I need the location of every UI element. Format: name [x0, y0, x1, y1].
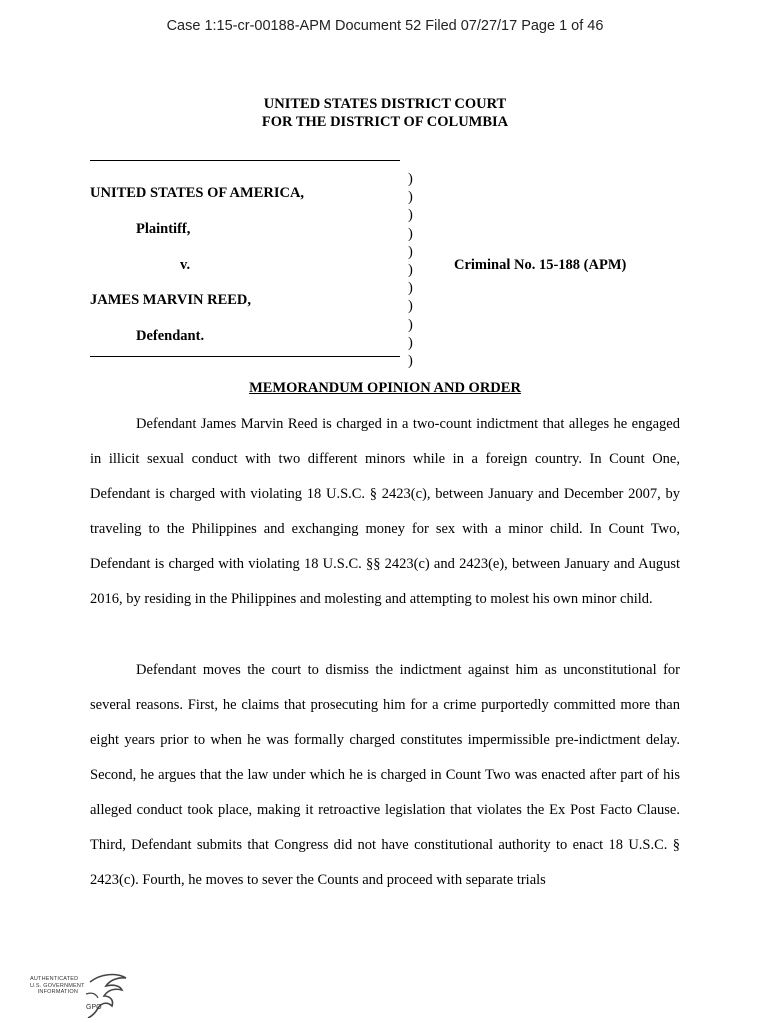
caption-top-rule: [90, 160, 400, 161]
gpo-mark: GPO: [86, 1004, 102, 1011]
paragraph-1: Defendant James Marvin Reed is charged in a two-count indictment that alleges he engaged in illicit sexual conduct with two different minors while in a foreign country. In Count One, Defendant is charged with violating 18 U.S.C. § 2423(c), between January and December 2007, by traveling to the Philippines and exchanging money for sex with a minor child. In Count Two, Defendant is charged with violating 18 U.S.C. §§ 2423(c) and 2423(e), between January and August 2016, by residing in the Philippines and molesting and attempting to molest his own minor child.: [90, 416, 680, 607]
court-heading: [0, 95, 770, 131]
court-district: FOR THE DISTRICT OF COLUMBIA: [261, 114, 509, 130]
gpo-authentication-seal: [30, 968, 130, 1018]
filing-header: Case 1:15-cr-00188-APM Document 52 Filed 07/27/17 Page 1 of 46: [166, 18, 604, 34]
court-name: UNITED STATES DISTRICT COURT: [263, 96, 507, 112]
plaintiff-name: UNITED STATES OF AMERICA,: [90, 185, 305, 201]
caption-bottom-rule: [90, 356, 400, 357]
eagle-icon: [30, 968, 130, 1018]
plaintiff-role: Plaintiff,: [136, 221, 191, 237]
versus: v.: [180, 257, 191, 273]
document-title: MEMORANDUM OPINION AND ORDER: [249, 380, 521, 396]
defendant-role: Defendant.: [136, 328, 205, 344]
defendant-name: JAMES MARVIN REED,: [90, 292, 252, 308]
paragraph-2: Defendant moves the court to dismiss the indictment against him as unconstitutional for several reasons. First, he claims that prosecuting him for a crime purportedly committed more than eight years prior to when he was formally charged constitutes impermissible pre-indictment delay. Second, he argues that the law under which he is charged in Count Two was enacted after part of his alleged conduct took place, making it retroactive legislation that violates the Ex Post Facto Clause. Third, Defendant submits that Congress did not have constitutional authority to enact 18 U.S.C. § 2423(c). Fourth, he moves to sever the Counts and proceed with separate trials: [90, 662, 680, 888]
seal-text: AUTHENTICATED U.S. GOVERNMENT INFORMATION: [30, 976, 85, 995]
case-number: Criminal No. 15-188 (APM): [454, 257, 627, 273]
caption-parentheses: ) ) ) ) ) ) ) ) ) ) ): [408, 171, 413, 370]
